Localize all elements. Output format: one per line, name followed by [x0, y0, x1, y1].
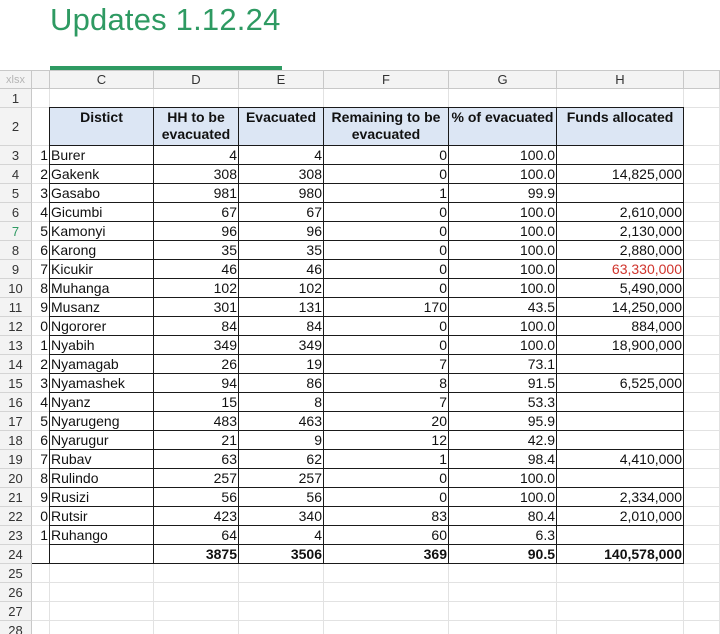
row-index[interactable]: 3	[32, 184, 50, 203]
row-number[interactable]: 6	[0, 203, 32, 222]
total-percent[interactable]: 90.5	[449, 545, 557, 564]
cell[interactable]	[32, 108, 50, 146]
district-cell[interactable]: Nyamagab	[50, 355, 154, 374]
cell[interactable]	[50, 89, 154, 108]
hh-cell[interactable]: 96	[154, 222, 239, 241]
district-cell[interactable]: Musanz	[50, 298, 154, 317]
hh-cell[interactable]: 21	[154, 431, 239, 450]
total-hh[interactable]: 3875	[154, 545, 239, 564]
cell[interactable]	[557, 602, 684, 621]
funds-cell[interactable]: 884,000	[557, 317, 684, 336]
hh-cell[interactable]: 67	[154, 203, 239, 222]
row-number[interactable]: 2	[0, 108, 32, 146]
row-index[interactable]: 9	[32, 298, 50, 317]
cell[interactable]	[684, 317, 720, 336]
total-evacuated[interactable]: 3506	[239, 545, 324, 564]
district-cell[interactable]: Karong	[50, 241, 154, 260]
cell[interactable]	[154, 564, 239, 583]
cell[interactable]	[684, 355, 720, 374]
row-index[interactable]: 6	[32, 241, 50, 260]
cell[interactable]	[50, 583, 154, 602]
row-number[interactable]: 18	[0, 431, 32, 450]
row-index[interactable]: 0	[32, 317, 50, 336]
row-number[interactable]: 4	[0, 165, 32, 184]
cell[interactable]	[557, 89, 684, 108]
row-index[interactable]: 4	[32, 203, 50, 222]
cell[interactable]	[324, 564, 449, 583]
cell[interactable]	[684, 260, 720, 279]
percent-cell[interactable]: 100.0	[449, 241, 557, 260]
hh-cell[interactable]: 981	[154, 184, 239, 203]
percent-cell[interactable]: 100.0	[449, 317, 557, 336]
row-number[interactable]: 15	[0, 374, 32, 393]
cell[interactable]	[324, 621, 449, 634]
evacuated-cell[interactable]: 84	[239, 317, 324, 336]
evacuated-cell[interactable]: 9	[239, 431, 324, 450]
header-evacuated[interactable]: Evacuated	[239, 108, 324, 146]
remaining-cell[interactable]: 83	[324, 507, 449, 526]
evacuated-cell[interactable]: 56	[239, 488, 324, 507]
row-number[interactable]: 5	[0, 184, 32, 203]
funds-cell[interactable]: 63,330,000	[557, 260, 684, 279]
cell[interactable]	[32, 89, 50, 108]
row-number[interactable]: 25	[0, 564, 32, 583]
remaining-cell[interactable]: 0	[324, 146, 449, 165]
total-remaining[interactable]: 369	[324, 545, 449, 564]
cell[interactable]	[684, 222, 720, 241]
funds-cell[interactable]: 14,250,000	[557, 298, 684, 317]
funds-cell[interactable]: 14,825,000	[557, 165, 684, 184]
row-number[interactable]: 17	[0, 412, 32, 431]
cell[interactable]	[449, 583, 557, 602]
cell[interactable]	[684, 393, 720, 412]
cell[interactable]	[324, 602, 449, 621]
funds-cell[interactable]: 2,130,000	[557, 222, 684, 241]
cell[interactable]	[684, 526, 720, 545]
cell[interactable]	[684, 184, 720, 203]
evacuated-cell[interactable]: 19	[239, 355, 324, 374]
funds-cell[interactable]	[557, 469, 684, 488]
cell[interactable]	[684, 374, 720, 393]
remaining-cell[interactable]: 60	[324, 526, 449, 545]
row-number[interactable]: 23	[0, 526, 32, 545]
row-index[interactable]: 7	[32, 450, 50, 469]
column-header-f[interactable]: F	[324, 70, 449, 89]
row-index[interactable]: 3	[32, 374, 50, 393]
row-number[interactable]: 13	[0, 336, 32, 355]
cell[interactable]	[239, 583, 324, 602]
district-cell[interactable]: Rubav	[50, 450, 154, 469]
column-header-h[interactable]: H	[557, 70, 684, 89]
row-number[interactable]: 24	[0, 545, 32, 564]
cell[interactable]	[684, 469, 720, 488]
district-cell[interactable]: Nyanz	[50, 393, 154, 412]
district-cell[interactable]: Muhanga	[50, 279, 154, 298]
evacuated-cell[interactable]: 4	[239, 526, 324, 545]
funds-cell[interactable]: 2,334,000	[557, 488, 684, 507]
percent-cell[interactable]: 6.3	[449, 526, 557, 545]
spreadsheet-grid[interactable]	[0, 70, 720, 634]
remaining-cell[interactable]: 0	[324, 260, 449, 279]
table-left-border	[49, 108, 50, 564]
hh-cell[interactable]: 349	[154, 336, 239, 355]
cell[interactable]	[684, 583, 720, 602]
hh-cell[interactable]: 15	[154, 393, 239, 412]
funds-cell[interactable]	[557, 412, 684, 431]
remaining-cell[interactable]: 0	[324, 279, 449, 298]
remaining-cell[interactable]: 0	[324, 241, 449, 260]
hh-cell[interactable]: 257	[154, 469, 239, 488]
cell[interactable]	[449, 602, 557, 621]
row-number[interactable]: 26	[0, 583, 32, 602]
remaining-cell[interactable]: 0	[324, 165, 449, 184]
cell[interactable]	[684, 241, 720, 260]
cell[interactable]	[324, 89, 449, 108]
cell[interactable]	[154, 602, 239, 621]
header-pct[interactable]: % of evacuated	[449, 108, 557, 146]
remaining-cell[interactable]: 170	[324, 298, 449, 317]
evacuated-cell[interactable]: 96	[239, 222, 324, 241]
cell[interactable]	[684, 431, 720, 450]
percent-cell[interactable]: 100.0	[449, 203, 557, 222]
evacuated-cell[interactable]: 67	[239, 203, 324, 222]
funds-cell[interactable]: 2,880,000	[557, 241, 684, 260]
column-header-g[interactable]: G	[449, 70, 557, 89]
row-number[interactable]: 1	[0, 89, 32, 108]
district-cell[interactable]: Nyabih	[50, 336, 154, 355]
header-remaining[interactable]: Remaining to be evacuated	[324, 108, 449, 146]
remaining-cell[interactable]: 0	[324, 488, 449, 507]
percent-cell[interactable]: 80.4	[449, 507, 557, 526]
percent-cell[interactable]: 43.5	[449, 298, 557, 317]
hh-cell[interactable]: 46	[154, 260, 239, 279]
column-header-b[interactable]	[32, 70, 50, 89]
funds-cell[interactable]: 2,010,000	[557, 507, 684, 526]
cell[interactable]	[50, 602, 154, 621]
row-number[interactable]: 27	[0, 602, 32, 621]
cell[interactable]	[684, 165, 720, 184]
cell[interactable]	[239, 602, 324, 621]
cell[interactable]	[449, 89, 557, 108]
cell[interactable]	[32, 564, 50, 583]
remaining-cell[interactable]: 1	[324, 450, 449, 469]
district-cell[interactable]: Nyarugeng	[50, 412, 154, 431]
percent-cell[interactable]: 42.9	[449, 431, 557, 450]
cell[interactable]	[684, 336, 720, 355]
row-number[interactable]: 28	[0, 621, 32, 634]
cell[interactable]	[32, 602, 50, 621]
percent-cell[interactable]: 100.0	[449, 165, 557, 184]
district-cell[interactable]: Burer	[50, 146, 154, 165]
percent-cell[interactable]: 100.0	[449, 222, 557, 241]
row-index[interactable]: 1	[32, 526, 50, 545]
remaining-cell[interactable]: 12	[324, 431, 449, 450]
cell[interactable]	[32, 545, 50, 564]
header-hh[interactable]: HH to be evacuated	[154, 108, 239, 146]
percent-cell[interactable]: 100.0	[449, 279, 557, 298]
evacuated-cell[interactable]: 349	[239, 336, 324, 355]
cell[interactable]	[684, 564, 720, 583]
row-index[interactable]: 5	[32, 222, 50, 241]
evacuated-cell[interactable]: 86	[239, 374, 324, 393]
hh-cell[interactable]: 301	[154, 298, 239, 317]
cell[interactable]	[449, 621, 557, 634]
cell[interactable]	[32, 583, 50, 602]
percent-cell[interactable]: 99.9	[449, 184, 557, 203]
percent-cell[interactable]: 95.9	[449, 412, 557, 431]
row-number[interactable]: 14	[0, 355, 32, 374]
district-cell[interactable]: Ngororer	[50, 317, 154, 336]
row-number[interactable]: 9	[0, 260, 32, 279]
row-number[interactable]: 8	[0, 241, 32, 260]
hh-cell[interactable]: 308	[154, 165, 239, 184]
row-number[interactable]: 3	[0, 146, 32, 165]
district-cell[interactable]: Nyamashek	[50, 374, 154, 393]
remaining-cell[interactable]: 20	[324, 412, 449, 431]
percent-cell[interactable]: 73.1	[449, 355, 557, 374]
percent-cell[interactable]: 100.0	[449, 260, 557, 279]
percent-cell[interactable]: 100.0	[449, 469, 557, 488]
district-cell[interactable]: Gasabo	[50, 184, 154, 203]
cell[interactable]	[154, 621, 239, 634]
cell[interactable]	[684, 108, 720, 146]
district-cell[interactable]: Rusizi	[50, 488, 154, 507]
row-index[interactable]: 2	[32, 165, 50, 184]
funds-cell[interactable]: 5,490,000	[557, 279, 684, 298]
evacuated-cell[interactable]: 131	[239, 298, 324, 317]
column-header-i[interactable]	[684, 70, 720, 89]
hh-cell[interactable]: 102	[154, 279, 239, 298]
row-number[interactable]: 7	[0, 222, 32, 241]
row-number[interactable]: 21	[0, 488, 32, 507]
cell[interactable]	[239, 621, 324, 634]
row-index[interactable]: 8	[32, 279, 50, 298]
cell[interactable]	[684, 450, 720, 469]
row-index[interactable]: 2	[32, 355, 50, 374]
remaining-cell[interactable]: 0	[324, 317, 449, 336]
row-number[interactable]: 12	[0, 317, 32, 336]
evacuated-cell[interactable]: 4	[239, 146, 324, 165]
hh-cell[interactable]: 26	[154, 355, 239, 374]
total-funds[interactable]: 140,578,000	[557, 545, 684, 564]
hh-cell[interactable]: 423	[154, 507, 239, 526]
row-number[interactable]: 22	[0, 507, 32, 526]
funds-cell[interactable]: 2,610,000	[557, 203, 684, 222]
percent-cell[interactable]: 100.0	[449, 146, 557, 165]
evacuated-cell[interactable]: 980	[239, 184, 324, 203]
total-label-cell[interactable]	[50, 545, 154, 564]
row-number[interactable]: 11	[0, 298, 32, 317]
hh-cell[interactable]: 84	[154, 317, 239, 336]
remaining-cell[interactable]: 0	[324, 469, 449, 488]
hh-cell[interactable]: 63	[154, 450, 239, 469]
row-index[interactable]: 9	[32, 488, 50, 507]
cell[interactable]	[684, 146, 720, 165]
row-index[interactable]: 0	[32, 507, 50, 526]
cell[interactable]	[684, 545, 720, 564]
percent-cell[interactable]: 91.5	[449, 374, 557, 393]
cell[interactable]	[684, 602, 720, 621]
funds-cell[interactable]	[557, 431, 684, 450]
percent-cell[interactable]: 53.3	[449, 393, 557, 412]
row-index[interactable]: 1	[32, 146, 50, 165]
header-funds[interactable]: Funds allocated	[557, 108, 684, 146]
row-index[interactable]: 5	[32, 412, 50, 431]
remaining-cell[interactable]: 0	[324, 222, 449, 241]
hh-cell[interactable]: 94	[154, 374, 239, 393]
district-cell[interactable]: Ruhango	[50, 526, 154, 545]
percent-cell[interactable]: 98.4	[449, 450, 557, 469]
cell[interactable]	[50, 621, 154, 634]
cell[interactable]	[154, 583, 239, 602]
row-number[interactable]: 10	[0, 279, 32, 298]
cell[interactable]	[557, 583, 684, 602]
cell[interactable]	[684, 298, 720, 317]
cell[interactable]	[684, 507, 720, 526]
cell[interactable]	[684, 488, 720, 507]
percent-cell[interactable]: 100.0	[449, 488, 557, 507]
cell[interactable]	[50, 564, 154, 583]
corner-cell[interactable]: xlsx	[0, 70, 32, 89]
cell[interactable]	[154, 89, 239, 108]
evacuated-cell[interactable]: 46	[239, 260, 324, 279]
cell[interactable]	[239, 89, 324, 108]
cell[interactable]	[684, 203, 720, 222]
cell[interactable]	[684, 89, 720, 108]
cell[interactable]	[239, 564, 324, 583]
hh-cell[interactable]: 56	[154, 488, 239, 507]
column-header-e[interactable]: E	[239, 70, 324, 89]
evacuated-cell[interactable]: 463	[239, 412, 324, 431]
evacuated-cell[interactable]: 340	[239, 507, 324, 526]
hh-cell[interactable]: 35	[154, 241, 239, 260]
district-cell[interactable]: Kicukir	[50, 260, 154, 279]
district-cell[interactable]: Gicumbi	[50, 203, 154, 222]
column-header-c[interactable]: C	[50, 70, 154, 89]
district-cell[interactable]: Nyarugur	[50, 431, 154, 450]
page-title: Updates 1.12.24	[50, 2, 281, 37]
row-index[interactable]: 4	[32, 393, 50, 412]
cell[interactable]	[32, 621, 50, 634]
row-index[interactable]: 1	[32, 336, 50, 355]
funds-cell[interactable]: 4,410,000	[557, 450, 684, 469]
district-cell[interactable]: Gakenk	[50, 165, 154, 184]
row-number[interactable]: 16	[0, 393, 32, 412]
evacuated-cell[interactable]: 8	[239, 393, 324, 412]
evacuated-cell[interactable]: 102	[239, 279, 324, 298]
header-district[interactable]: Distict	[50, 108, 154, 146]
percent-cell[interactable]: 100.0	[449, 336, 557, 355]
cell[interactable]	[324, 583, 449, 602]
funds-cell[interactable]	[557, 526, 684, 545]
cell[interactable]	[557, 621, 684, 634]
evacuated-cell[interactable]: 308	[239, 165, 324, 184]
cell[interactable]	[684, 279, 720, 298]
funds-cell[interactable]	[557, 355, 684, 374]
remaining-cell[interactable]: 1	[324, 184, 449, 203]
evacuated-cell[interactable]: 35	[239, 241, 324, 260]
row-number[interactable]: 20	[0, 469, 32, 488]
column-header-d[interactable]: D	[154, 70, 239, 89]
table-top-border	[49, 107, 684, 108]
hh-cell[interactable]: 4	[154, 146, 239, 165]
cell[interactable]	[557, 564, 684, 583]
funds-cell[interactable]	[557, 393, 684, 412]
district-cell[interactable]: Rutsir	[50, 507, 154, 526]
funds-cell[interactable]: 6,525,000	[557, 374, 684, 393]
remaining-cell[interactable]: 7	[324, 355, 449, 374]
hh-cell[interactable]: 64	[154, 526, 239, 545]
remaining-cell[interactable]: 0	[324, 336, 449, 355]
funds-cell[interactable]: 18,900,000	[557, 336, 684, 355]
row-index[interactable]: 8	[32, 469, 50, 488]
evacuated-cell[interactable]: 62	[239, 450, 324, 469]
cell[interactable]	[684, 621, 720, 634]
evacuated-cell[interactable]: 257	[239, 469, 324, 488]
district-cell[interactable]: Kamonyi	[50, 222, 154, 241]
cell[interactable]	[684, 412, 720, 431]
district-cell[interactable]: Rulindo	[50, 469, 154, 488]
hh-cell[interactable]: 483	[154, 412, 239, 431]
row-number[interactable]: 19	[0, 450, 32, 469]
remaining-cell[interactable]: 0	[324, 203, 449, 222]
funds-cell[interactable]	[557, 146, 684, 165]
row-index[interactable]: 7	[32, 260, 50, 279]
remaining-cell[interactable]: 8	[324, 374, 449, 393]
row-index[interactable]: 6	[32, 431, 50, 450]
cell[interactable]	[449, 564, 557, 583]
remaining-cell[interactable]: 7	[324, 393, 449, 412]
funds-cell[interactable]	[557, 184, 684, 203]
